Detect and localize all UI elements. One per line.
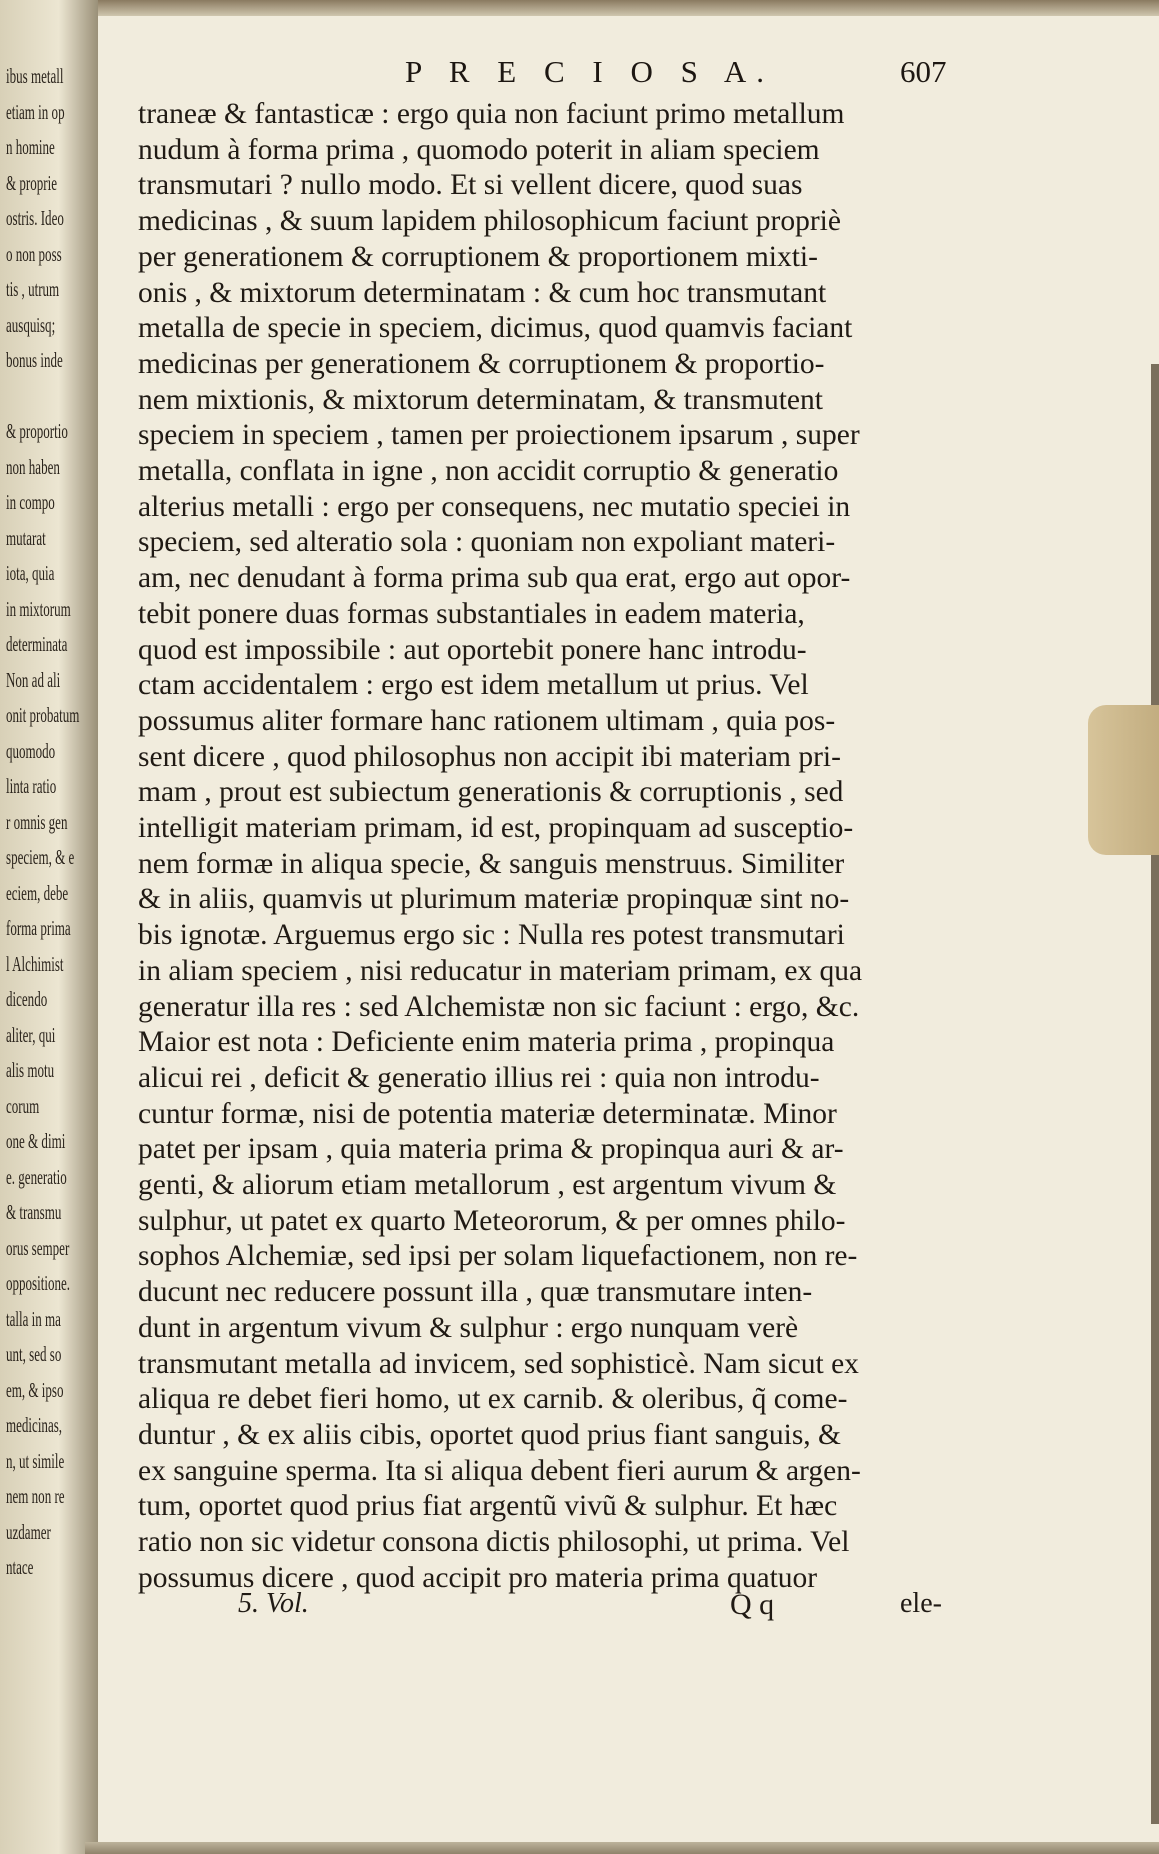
gutter-text-line: in mixtorum bbox=[6, 596, 71, 621]
text-line: tum, oportet quod prius fiat argentũ vivũ & sulphur. Et hæc bbox=[138, 1490, 838, 1523]
gutter-text-line: one & dimi bbox=[6, 1129, 66, 1153]
gutter-text-line: alis motu bbox=[6, 1058, 55, 1082]
text-line: cuntur formæ, nisi de potentia materiæ determinatæ. Minor bbox=[138, 1097, 837, 1130]
text-line: possumus aliter formare hanc rationem ultimam , quia pos- bbox=[138, 704, 836, 737]
gutter-text-line: n, ut simile bbox=[6, 1448, 65, 1473]
gutter-text-line: onit probatum bbox=[6, 703, 80, 727]
gutter-text-line: uzdamer bbox=[6, 1519, 51, 1544]
gutter-text-line: talla in ma bbox=[6, 1306, 61, 1331]
text-line: metalla de specie in speciem, dicimus, quod quamvis faciant bbox=[138, 312, 853, 345]
gutter-text-line: oppositione. bbox=[6, 1271, 71, 1295]
text-line: transmutant metalla ad invicem, sed sophisticè. Nam sicut ex bbox=[138, 1347, 859, 1380]
gutter-text-line: l Alchimist bbox=[6, 951, 64, 976]
text-line: sophos Alchemiæ, sed ipsi per solam liquefactionem, non re- bbox=[138, 1240, 858, 1273]
text-line: nem formæ in aliqua specie, & sanguis menstruus. Similiter bbox=[138, 847, 845, 880]
text-line: aliqua re debet fieri homo, ut ex carnib. & oleribus, q̃ come- bbox=[138, 1383, 848, 1416]
gutter-text-line: aliter, qui bbox=[6, 1022, 56, 1047]
gutter-text-line: unt, sed so bbox=[6, 1342, 62, 1366]
text-line: ctam accidentalem : ergo est idem metallum ut prius. Vel bbox=[138, 669, 809, 702]
gutter-text-line: e. generatio bbox=[6, 1164, 67, 1189]
text-line: nem mixtionis, & mixtorum determinatam, & transmutent bbox=[138, 383, 823, 416]
gutter-text-line: n homine bbox=[6, 135, 55, 159]
gutter-text-line: em, & ipso bbox=[6, 1377, 64, 1402]
gutter-text-line: Non ad ali bbox=[6, 667, 61, 692]
text-line: metalla, conflata in igne , non accidit corruptio & generatio bbox=[138, 455, 839, 487]
bottom-page-edge bbox=[85, 1842, 1159, 1854]
text-line: medicinas per generationem & corruptionem & proportio- bbox=[138, 347, 825, 380]
text-line: dunt in argentum vivum & sulphur : ergo nunquam verè bbox=[138, 1311, 799, 1344]
gutter-text-line: bonus inde bbox=[6, 348, 63, 372]
text-line: & in aliis, quamvis ut plurimum materiæ propinquæ sint no- bbox=[138, 883, 850, 916]
text-line: quod est impossibile : aut oportebit ponere hanc introdu- bbox=[138, 633, 807, 666]
text-line: ratio non sic videtur consona dictis philosophi, ut prima. Vel bbox=[138, 1526, 850, 1558]
gutter-text-line: etiam in op bbox=[6, 99, 65, 124]
text-line: genti, & aliorum etiam metallorum , est argentum vivum & bbox=[138, 1169, 837, 1201]
gutter-text-line: ibus metall bbox=[6, 64, 64, 88]
text-line: sulphur, ut patet ex quarto Meteororum, & per omnes philo- bbox=[138, 1204, 846, 1237]
gutter-text-line: non haben bbox=[6, 454, 60, 479]
text-line: traneæ & fantasticæ : ergo quia non faciunt primo metallum bbox=[138, 98, 845, 130]
gutter-text-line: orus semper bbox=[6, 1235, 70, 1260]
text-line: alterius metalli : ergo per consequens, nec mutatio speciei in bbox=[138, 490, 851, 523]
text-line: tebit ponere duas formas substantiales in eadem materia, bbox=[138, 597, 805, 630]
text-line: transmutari ? nullo modo. Et si vellent dicere, quod suas bbox=[138, 169, 803, 202]
gutter-text-line: corum bbox=[6, 1093, 40, 1118]
gutter-text-line: r omnis gen bbox=[6, 809, 68, 834]
gutter-text-line: mutarat bbox=[6, 525, 46, 550]
top-page-edge bbox=[98, 0, 1159, 16]
text-line: sent dicere , quod philosophus non accipit ibi materiam pri- bbox=[138, 740, 841, 773]
gutter-text-line: medicinas, bbox=[6, 1413, 63, 1437]
gutter-text-line: ostris. Ideo bbox=[6, 206, 64, 230]
gutter-text-line: nem non re bbox=[6, 1484, 65, 1508]
text-line: intelligit materiam primam, id est, propinquam ad susceptio- bbox=[138, 812, 854, 844]
text-line: ex sanguine sperma. Ita si aliqua debent fieri aurum & argen- bbox=[138, 1454, 861, 1487]
gutter-text-line: o non poss bbox=[6, 241, 62, 266]
quire-mark: Q q bbox=[730, 1588, 775, 1621]
signature-mark: 5. Vol. bbox=[238, 1588, 309, 1619]
gutter-text-line: in compo bbox=[6, 490, 55, 514]
gutter-text-line: & proportio bbox=[6, 419, 68, 443]
text-line: per generationem & corruptionem & proportionem mixti- bbox=[138, 240, 818, 273]
text-line: patet per ipsam , quia materia prima & propinqua auri & ar- bbox=[138, 1133, 844, 1166]
text-line: speciem in speciem , tamen per proiectionem ipsarum , super bbox=[138, 419, 860, 452]
catchword: ele- bbox=[900, 1588, 942, 1619]
gutter-text-line: tis , utrum bbox=[6, 277, 60, 301]
text-line: speciem, sed alteratio sola : quoniam non expoliant materi- bbox=[138, 526, 836, 559]
text-line: onis , & mixtorum determinatam : & cum hoc transmutant bbox=[138, 276, 827, 309]
gutter-text-line: eciem, debe bbox=[6, 880, 69, 905]
text-line: medicinas , & suum lapidem philosophicum faciunt propriè bbox=[138, 205, 841, 238]
gutter-text-line: quomodo bbox=[6, 738, 56, 763]
gutter-text-line: determinata bbox=[6, 632, 68, 656]
text-line: am, nec denudant à forma prima sub qua erat, ergo aut opor- bbox=[138, 562, 851, 595]
gutter-text-line: forma prima bbox=[6, 916, 71, 940]
text-line: Maior est nota : Deficiente enim materia prima , propinqua bbox=[138, 1026, 835, 1059]
page-tab-marker bbox=[1088, 705, 1159, 855]
page-edge bbox=[1151, 364, 1159, 1824]
text-line: mam , prout est subiectum generationis & corruptionis , sed bbox=[138, 776, 844, 809]
gutter-text-line: speciem, & e bbox=[6, 845, 75, 869]
text-line: bis ignotæ. Arguemus ergo sic : Nulla res potest transmutari bbox=[138, 919, 845, 952]
text-line: in aliam speciem , nisi reducatur in materiam primam, ex qua bbox=[138, 954, 863, 987]
text-line: ducunt nec reducere possunt illa , quæ transmutare inten- bbox=[138, 1276, 813, 1309]
gutter-text-line: & proprie bbox=[6, 170, 57, 195]
text-line: duntur , & ex aliis cibis, oportet quod prius fiant sanguis, & bbox=[138, 1418, 842, 1451]
previous-page-gutter bbox=[0, 0, 98, 1854]
gutter-text-line: dicendo bbox=[6, 987, 48, 1011]
gutter-text-line: ausquisq; bbox=[6, 312, 56, 337]
gutter-text-line: linta ratio bbox=[6, 774, 57, 798]
text-line: nudum à forma prima , quomodo poterit in aliam speciem bbox=[138, 133, 820, 166]
text-line: alicui rei , deficit & generatio illius rei : quia non introdu- bbox=[138, 1061, 820, 1094]
gutter-text-line: ntace bbox=[6, 1555, 34, 1579]
gutter-text-line: iota, quia bbox=[6, 561, 55, 585]
text-line: possumus dicere , quod accipit pro materia prima quatuor bbox=[138, 1561, 818, 1594]
gutter-text-line: & transmu bbox=[6, 1200, 62, 1224]
text-line: generatur illa res : sed Alchemistæ non sic faciunt : ergo, &c. bbox=[138, 990, 860, 1023]
page-number: 607 bbox=[900, 54, 947, 89]
running-head: P R E C I O S A. bbox=[405, 54, 775, 89]
